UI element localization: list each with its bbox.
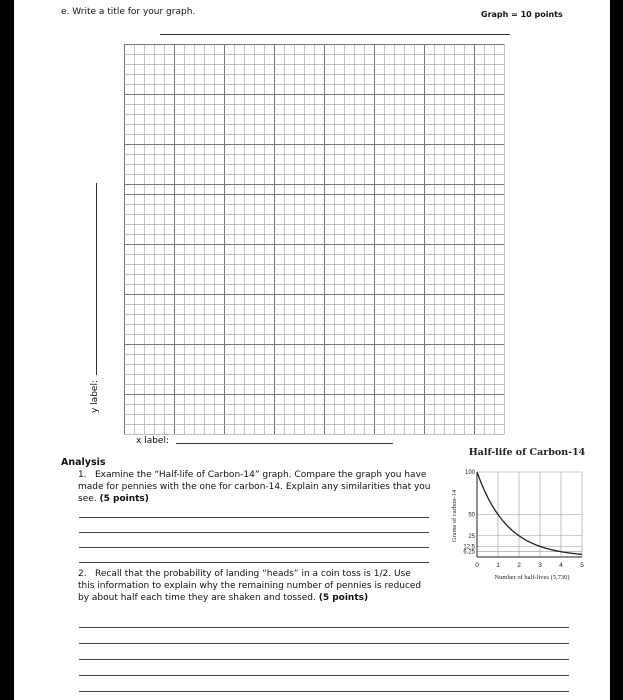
y-label-area (86, 183, 106, 418)
question-1-text: Examine the “Half-life of Carbon-14” graph. Compare the graph you have made for pennies with the one for carbon-14. Explain any similarities that you see. (78, 470, 431, 504)
graph-points-label: Graph = 10 points (481, 10, 563, 19)
carbon-14-chart (432, 440, 610, 600)
chart-xtick-label: 0 (475, 562, 479, 569)
question-2-text: Recall that the probability of landing “heads” in a coin toss is 1/2. Use this information to explain why the remaining number of pennies is reduced by about half each time they are shaken and tossed. (78, 569, 422, 603)
right-frame (610, 0, 623, 700)
question-1-points: (5 points) (99, 494, 149, 504)
q1-answer-line[interactable] (79, 532, 429, 533)
question-1-number: 1. (78, 470, 87, 480)
q2-answer-line[interactable] (79, 643, 569, 644)
chart-title: Half-life of Carbon-14 (468, 447, 586, 458)
q1-answer-line[interactable] (79, 562, 429, 563)
q1-answer-line[interactable] (79, 517, 429, 518)
title-answer-line[interactable] (160, 34, 510, 35)
x-label-text: x label: (136, 436, 169, 446)
left-frame (0, 0, 14, 700)
chart-gridlines (477, 472, 582, 557)
chart-xtick-label: 2 (517, 562, 521, 569)
chart-xtick-label: 5 (580, 562, 584, 569)
x-label-answer-line[interactable] (176, 443, 393, 444)
question-2-points: (5 points) (318, 593, 369, 603)
question-2-number: 2. (78, 569, 87, 579)
chart-ytick-label: 12.5 (463, 544, 475, 551)
question-e: e. Write a title for your graph. (61, 7, 196, 17)
chart-ytick-label: 6.25 (463, 549, 475, 556)
q2-answer-line[interactable] (79, 675, 569, 676)
q1-answer-line[interactable] (79, 547, 429, 548)
y-label-answer-line[interactable] (96, 183, 97, 375)
chart-xtick-label: 3 (538, 562, 542, 569)
chart-xtick-label: 4 (559, 562, 563, 569)
graph-paper-grid[interactable] (124, 44, 505, 435)
chart-xlabel: Number of half-lives (5,730) (494, 574, 570, 581)
question-1 (78, 469, 438, 505)
question-2 (78, 568, 423, 604)
chart-xtick-label: 1 (496, 562, 500, 569)
q2-answer-line[interactable] (79, 691, 569, 692)
decay-curve (477, 472, 582, 554)
chart-ylabel: Grams of carbon-14 (451, 489, 458, 543)
chart-ytick-label: 25 (468, 533, 475, 540)
q2-answer-line[interactable] (79, 627, 569, 628)
q2-answer-line[interactable] (79, 659, 569, 660)
chart-ytick-label: 50 (468, 512, 475, 519)
y-label-text: y label: (90, 380, 100, 413)
chart-ytick-label: 100 (464, 470, 475, 476)
analysis-heading: Analysis (61, 457, 106, 468)
worksheet-page (14, 0, 610, 700)
